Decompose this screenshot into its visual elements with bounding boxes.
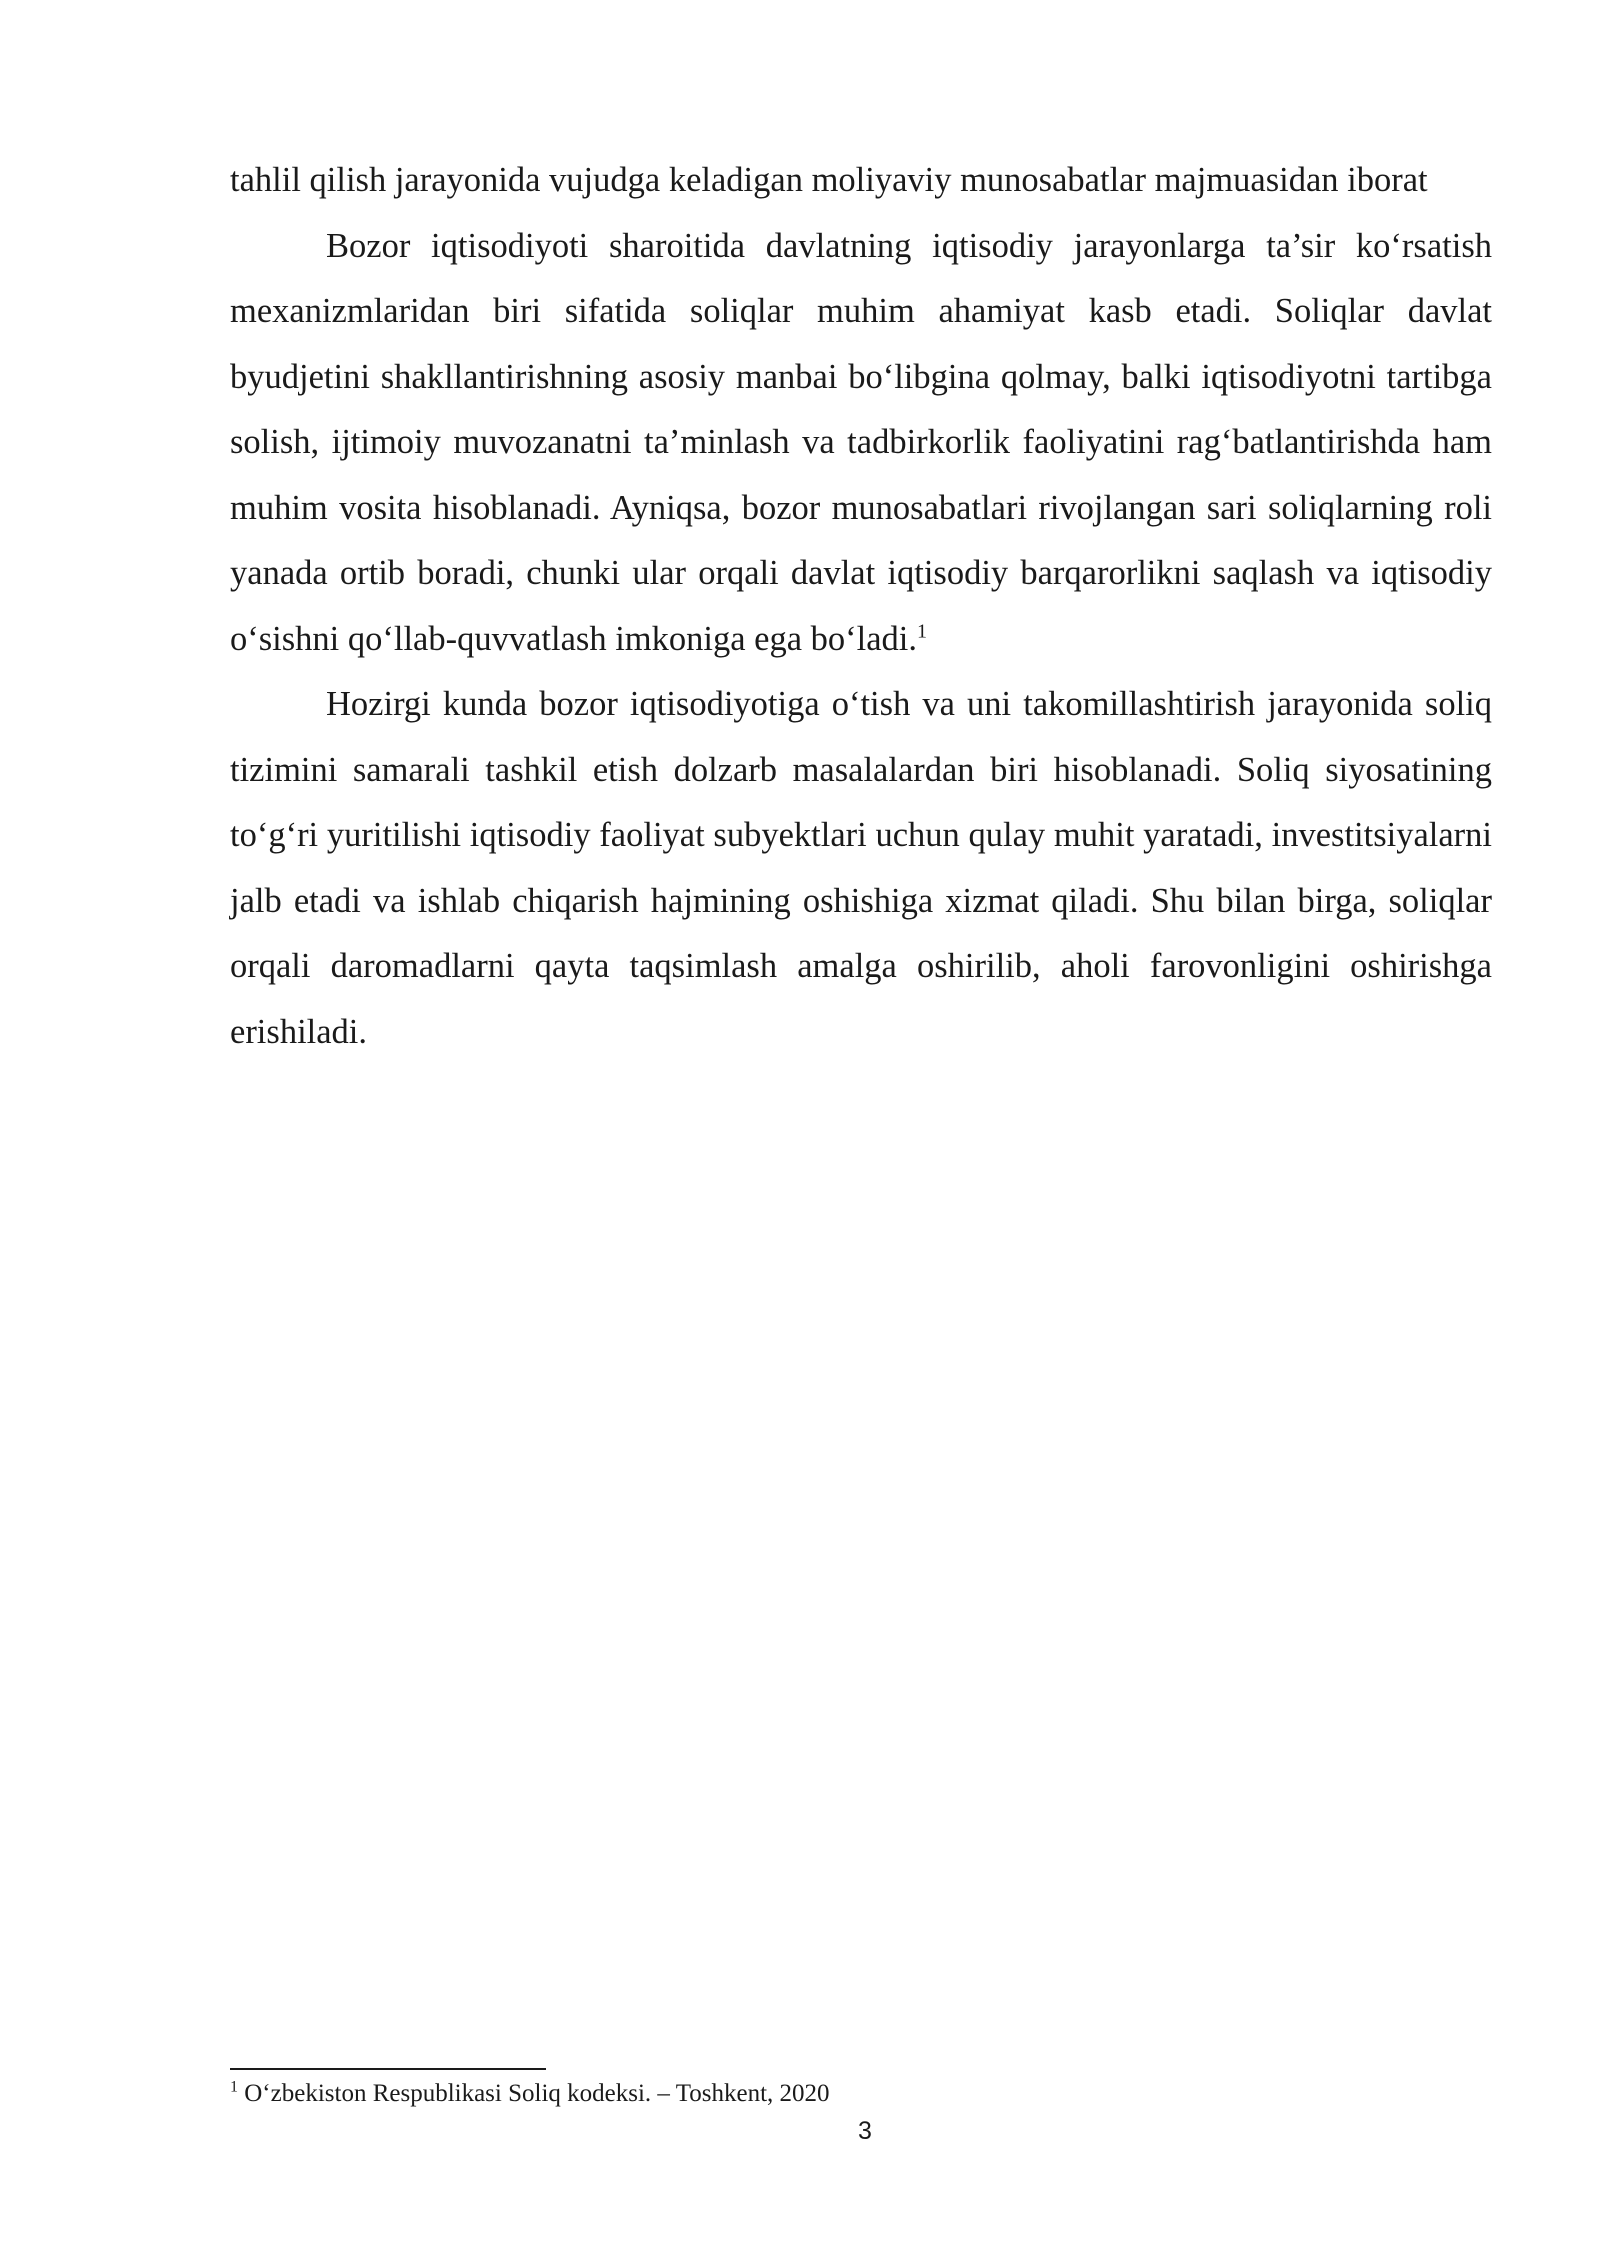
body-text [230,148,1492,1065]
paragraph-2 [230,214,1492,673]
footnote-reference[interactable]: 1 [917,620,927,642]
footnote-number: 1 [230,2078,238,2096]
footnote [230,2076,1492,2112]
paragraph-3-text: Hozirgi kunda bozor iqtisodiyotiga o‘tish va uni takomillashtirish jarayonida soliq tizimini samarali tashkil etish dolzarb masalalardan biri hisoblanadi. Soliq siyosatining to‘g‘ri yuritilishi iqtisodiy faoliyat subyektlari uchun qulay muhit yaratadi, investitsiyalarni jalb etadi va ishlab chiqarish hajmining oshishiga xizmat qiladi. Shu bilan birga, soliqlar orqali daromadlarni qayta taqsimlash amalga oshirilib, aholi farovonligini oshirishga erishiladi. [230,685,1492,1051]
paragraph-3 [230,672,1492,1065]
paragraph-1-text: tahlil qilish jarayonida vujudga keladigan moliyaviy munosabatlar majmuasidan iborat [230,161,1428,199]
footnote-text: O‘zbekiston Respublikasi Soliq kodeksi. – Toshkent, 2020 [238,2080,830,2107]
page-number: 3 [858,2117,872,2145]
paragraph-2-text: Bozor iqtisodiyoti sharoitida davlatning iqtisodiy jarayonlarga ta’sir ko‘rsatish mexanizmlaridan biri sifatida soliqlar muhim ahamiyat kasb etadi. Soliqlar davlat byudjetini shakllantirishning asosiy manbai bo‘libgina qolmay, balki iqtisodiyotni tartibga solish, ijtimoiy muvozanatni ta’minlash va tadbirkorlik faoliyatini rag‘batlantirishda ham muhim vosita hisoblanadi. Ayniqsa, bozor munosabatlari rivojlangan sari soliqlarning roli yanada ortib boradi, chunki ular orqali davlat iqtisodiy barqarorlikni saqlash va iqtisodiy o‘sishni qo‘llab-quvvatlash imkoniga ega bo‘ladi. [230,226,1492,658]
paragraph-1 [230,148,1492,214]
footnote-separator [230,2068,546,2070]
